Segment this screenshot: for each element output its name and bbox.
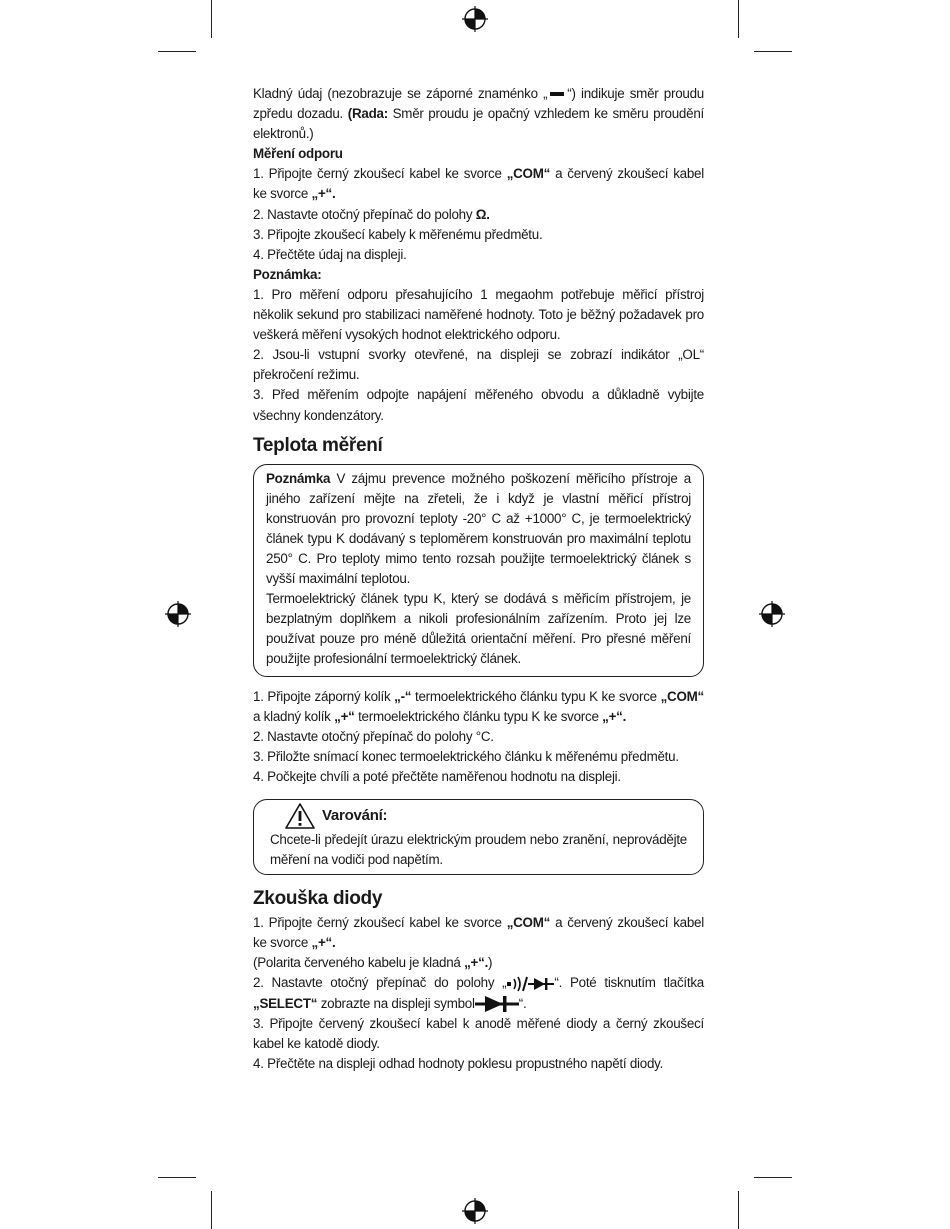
sound-wave-icon [506,976,528,992]
crop-mark [211,0,212,38]
resistance-step-4: 4. Přečtěte údaj na displeji. [253,246,407,262]
resistance-step-3: 3. Připojte zkoušecí kabely k měřenému předmětu. [253,226,543,242]
temperature-note-paragraph-2: Termoelektrický článek typu K, který se dodává s měřicím přístrojem, je bezplatným doplňkem a nikoli profesionálním zařízením. Proto jej lze používat pouze pro méně důležitá orientační měření. Pro přesné měření použijte profesionální termoelektrický článek. [266,591,691,667]
note-item-1: 1. Pro měření odporu přesahujícího 1 megaohm potřebuje měřicí přístroj několik sekund pro stabilizaci naměřené hodnoty. Toto je běžný požadavek pro veškerá měření vysokých hodnot elektrického odporu. [253,286,704,343]
temperature-note-paragraph-1: Poznámka V zájmu prevence možného poškození měřicího přístroje a jiného zařízení mějte na zřeteli, že i když je vlastní měřicí přístroj konstruován pro provozní teploty -20° C až +1000° C, je termoelektrický článek typu K dodávaný s teploměrem konstruován pro maximální teplotu 250° C. Pro teploty mimo tento rozsah použijte termoelektrický článek s vyšší maximální teplotou. [266,470,691,587]
registration-mark-icon [759,601,785,627]
diode-step-2: 2. Nastavte otočný přepínač do polohy „ “. Poté tisknutím tlačítka „SELECT“ zobrazte na displeji symbol “. [253,973,704,1013]
warning-triangle-icon [284,802,316,830]
registration-mark-icon [462,1198,488,1224]
resistance-step-2: 2. Nastavte otočný přepínač do polohy Ω. [253,206,490,222]
crop-mark [754,51,792,52]
crop-mark [211,1191,212,1229]
registration-mark-icon [462,6,488,32]
crop-mark [738,0,739,38]
registration-mark-icon [165,601,191,627]
crop-mark [158,1177,196,1178]
resistance-step-1: 1. Připojte černý zkoušecí kabel ke svorce „COM“ a červený zkoušecí kabel ke svorce „+“. [253,166,704,202]
warning-header [284,802,687,830]
temperature-step-4: 4. Počkejte chvíli a poté přečtěte naměřenou hodnotu na displeji. [253,768,621,784]
diode-icon [475,995,519,1013]
diode-step-1: 1. Připojte černý zkoušecí kabel ke svorce „COM“ a červený zkoušecí kabel ke svorce „+“. [253,915,704,951]
manual-page-content [253,84,704,1074]
diode-icon [528,976,554,992]
temperature-heading: Teplota měření [253,434,383,456]
temperature-step-1: 1. Připojte záporný kolík „-“ termoelektrického článku typu K ke svorce „COM“ a kladný kolík „+“ termoelektrického článku typu K ke svorce „+“. [253,688,704,724]
diode-polarity-note: (Polarita červeného kabelu je kladná „+“.) [253,955,493,971]
crop-mark [158,51,196,52]
warning-box [253,799,704,875]
intro-paragraph: Kladný údaj (nezobrazuje se záporné znaménko „ “) indikuje směr proudu zpředu dozadu. (Rada: Směr proudu je opačný vzhledem ke směru proudění elektronů.) [253,86,704,142]
note-item-3: 3. Před měřením odpojte napájení měřeného obvodu a důkladně vybijte všechny kondenzátory. [253,387,704,423]
warning-text: Chcete-li předejít úrazu elektrickým proudem nebo zranění, neprovádějte měření na vodiči pod napětím. [270,832,687,868]
diode-step-3: 3. Připojte červený zkoušecí kabel k anodě měřené diody a černý zkoušecí kabel ke katodě diody. [253,1015,704,1051]
minus-bar-icon [549,89,565,99]
temperature-step-2: 2. Nastavte otočný přepínač do polohy °C. [253,728,494,744]
temperature-step-3: 3. Přiložte snímací konec termoelektrického článku k měřenému předmětu. [253,748,679,764]
warning-title: Varování: [322,807,388,824]
crop-mark [738,1191,739,1229]
tip-label: (Rada: [347,106,388,122]
temperature-note-box [253,464,704,677]
diode-heading: Zkouška diody [253,888,383,910]
diode-step-4: 4. Přečtěte na displeji odhad hodnoty poklesu propustného napětí diody. [253,1055,664,1071]
note-item-2: 2. Jsou-li vstupní svorky otevřené, na displeji se zobrazí indikátor „OL“ překročení režimu. [253,347,704,383]
crop-mark [754,1177,792,1178]
note-title: Poznámka: [253,266,322,282]
resistance-title: Měření odporu [253,146,343,162]
